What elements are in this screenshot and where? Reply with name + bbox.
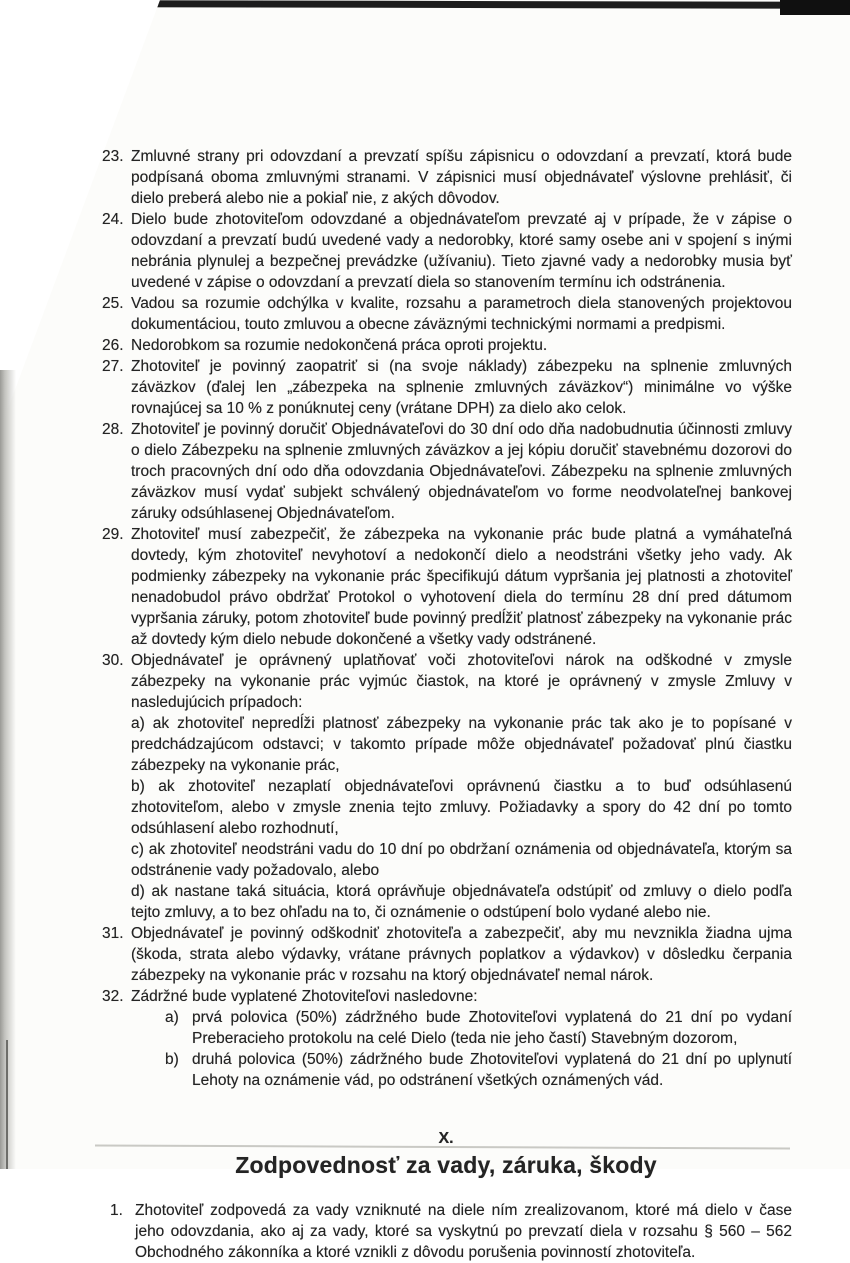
paragraph-number: 23. [102, 148, 124, 165]
contract-paragraph [100, 146, 792, 209]
sub-item-text: prvá polovica (50%) zádržného bude Zhotoviteľovi vyplatená do 21 dní po vydaní Preberacieho protokolu na celé Dielo (teda nie jeho častí) Stavebným dozorom, [192, 1009, 792, 1047]
contract-paragraph [100, 650, 792, 713]
contract-paragraph [100, 335, 792, 356]
paragraph-text: Zmluvné strany pri odovzdaní a prevzatí spíšu zápisnicu o odovzdaní a prevzatí, ktorá bude podpísaná oboma zmluvnými stranami. V zápisnici musí objednávateľ výslovne prehlásiť, či dielo preberá alebo nie a pokiaľ nie, z akých dôvodov. [131, 148, 792, 207]
paragraph-text: Zhotoviteľ je povinný doručiť Objednávateľovi do 30 dní odo dňa nadobudnutia účinnosti zmluvy o dielo Zábezpeku na splnenie zmluvných záväzkov a jej kópiu doručiť stavebnému dozorovi do troch pracovných dní odo dňa odovzdania Objednávateľovi. Zábezpeku na splnenie zmluvných záväzkov musí vydať subjekt schválený objednávateľom vo forme neodvolateľnej bankovej záruky odsúhlasenej Objednávateľom. [131, 421, 792, 522]
contract-paragraph [100, 293, 792, 335]
paragraph-number: 30. [102, 652, 124, 669]
paragraph-number: 27. [102, 358, 124, 375]
sub-item-letter: b) [165, 1051, 179, 1068]
paragraph-number: 24. [102, 211, 124, 228]
contract-paragraph [100, 209, 792, 293]
section-title: Zodpovednosť za vady, záruka, škody [235, 1152, 657, 1178]
contract-paragraph-list [100, 146, 792, 1091]
paragraph-clause: a) ak zhotoviteľ nepredĺži platnosť zábezpeky na vykonanie prác tak ako je to popísané v predchádzajúcom odstavci; v takomto prípade môže objednávateľ požadovať plnú čiastku zábezpeky na vykonanie prác, [131, 715, 792, 774]
sub-item-letter: a) [165, 1009, 179, 1026]
paragraph-clause: d) ak nastane taká situácia, ktorá oprávňuje objednávateľa odstúpiť od zmluvy o dielo podľa tejto zmluvy, a to bez ohľadu na to, či oznámenie o odstúpení bolo vydané alebo nie. [131, 883, 792, 921]
paragraph-text: Dielo bude zhotoviteľom odovzdané a objednávateľom prevzaté aj v prípade, že v zápise o odovzdaní a prevzatí budú uvedené vady a nedorobky, ktoré samy osebe ani v spojení s inými nebránia plynulej a bezpečnej prevádzke (užívaniu). Tieto zjavné vady a nedorobky musia byť uvedené v zápise o odovzdaní a prevzatí diela so stanovením termínu ich odstránenia. [131, 211, 792, 291]
contract-paragraph [100, 986, 792, 1007]
paragraph-number: 1. [110, 1202, 123, 1219]
paragraph-number: 32. [102, 988, 124, 1005]
contract-paragraph [100, 524, 792, 650]
contract-paragraph [100, 356, 792, 419]
paragraph-number: 25. [102, 295, 124, 312]
paragraph-text: Zhotoviteľ je povinný zaopatriť si (na svoje náklady) zábezpeku na splnenie zmluvných záväzkov (ďalej len „zábezpeka na splnenie zmluvných záväzkov“) minimálne vo výške rovnajúcej sa 10 % z ponúknutej ceny (vrátane DPH) za dielo ako celok. [131, 358, 792, 417]
scan-artifact-top-right-blob [780, 0, 850, 15]
paragraph-text: Zhotoviteľ zodpovedá za vady vzniknuté na diele ním zrealizovanom, ktoré má dielo v čase jeho odovzdania, ako aj za vady, ktoré sa vyskytnú po prevzatí diela v rozsahu § 560 – 562 Obchodného zákonníka a ktoré vznikli z dôvodu porušenia povinností zhotoviteľa. [135, 1202, 792, 1261]
paragraph-text: Zhotoviteľ musí zabezpečiť, že zábezpeka na vykonanie prác bude platná a vymáhateľná dovtedy, kým zhotoviteľ nevyhotoví a nedokončí dielo a neodstráni všetky jeho vady. Ak podmienky zábezpeky na vykonanie prác špecifikujú dátum vypršania jej platnosti a zhotoviteľ nenadobudol právo obdržať Protokol o vyhotovení diela do termínu 28 dní pred dátumom vypršania záruky, potom zhotoviteľ bude povinný predĺžiť platnosť zábezpeky na vykonanie prác až dovtedy kým dielo nebude dokončené a všetky vady odstránené. [131, 526, 792, 648]
contract-paragraph [100, 1200, 792, 1263]
paragraph-clause: b) ak zhotoviteľ nezaplatí objednávateľovi oprávnenú čiastku a to buď odsúhlasenú zhotoviteľom, alebo v zmysle znenia tejto zmluvy. Požiadavky a spory do 42 dní po tomto odsúhlasení alebo rozhodnutí, [131, 778, 792, 837]
paragraph-number: 31. [102, 925, 124, 942]
contract-paragraph [100, 419, 792, 524]
paragraph-number: 28. [102, 421, 124, 438]
paragraph-clause: c) ak zhotoviteľ neodstráni vadu do 10 dní po obdržaní oznámenia od objednávateľa, ktorým sa odstránenie vady požadovalo, alebo [131, 841, 792, 879]
paragraph-text: Objednávateľ je povinný odškodniť zhotoviteľa a zabezpečiť, aby mu nevznikla žiadna ujma (škoda, strata alebo výdavky, vrátane právnych poplatkov a výdavkov) v dôsledku čerpania zábezpeky na vykonanie prác v rozsahu na ktorý objednávateľ nemal nárok. [131, 925, 792, 984]
paragraph-sub-item [100, 1049, 792, 1091]
section-number: X. [438, 1130, 454, 1147]
contract-paragraph [100, 923, 792, 986]
sub-item-text: druhá polovica (50%) zádržného bude Zhotoviteľovi vyplatená do 21 dní po uplynutí Lehoty na oznámenie vád, po odstránení všetkých oznámených vád. [192, 1051, 792, 1089]
paragraph-text: Zádržné bude vyplatené Zhotoviteľovi nasledovne: [131, 988, 478, 1005]
scan-artifact-left-shadow [0, 370, 16, 1169]
paragraph-number: 26. [102, 337, 124, 354]
paragraph-text: Vadou sa rozumie odchýlka v kvalite, rozsahu a parametroch diela stanovených projektovou dokumentáciou, touto zmluvou a obecne záväznými technickými normami a predpismi. [131, 295, 792, 333]
paragraph-sub-item [100, 1007, 792, 1049]
contract-body [100, 146, 792, 1263]
paragraph-number: 29. [102, 526, 124, 543]
section-paragraph-list [100, 1200, 792, 1263]
scan-artifact-left-edge-line [6, 1040, 8, 1169]
paragraph-text: Nedorobkom sa rozumie nedokončená práca oproti projektu. [131, 337, 548, 354]
paragraph-text: Objednávateľ je oprávnený uplatňovať voči zhotoviteľovi nárok na odškodné v zmysle zábezpeky na vykonanie prác vyjmúc čiastok, na ktoré je oprávnený v zmysle Zmluvy v nasledujúcich prípadoch: [131, 652, 792, 711]
